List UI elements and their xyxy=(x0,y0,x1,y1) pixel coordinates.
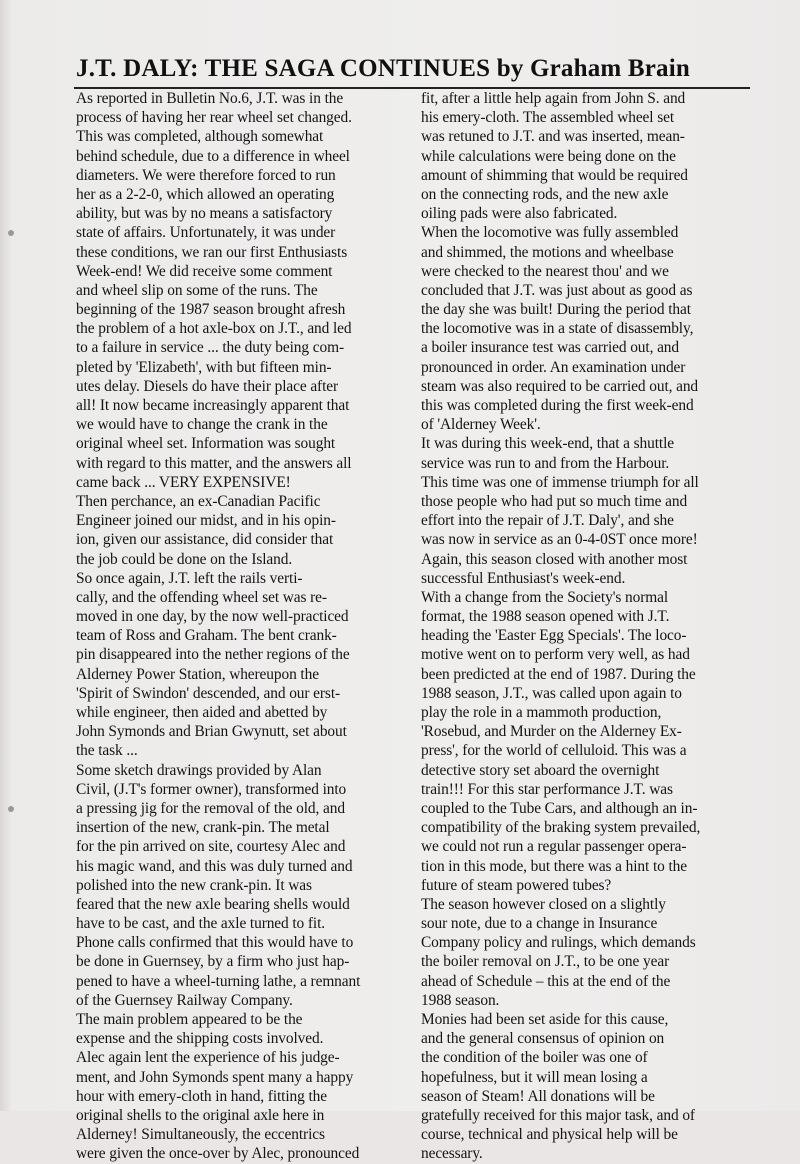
text-line: pened to have a wheel-turning lathe, a remnant xyxy=(76,972,361,990)
text-line: the boiler removal on J.T., to be one year xyxy=(421,953,670,971)
text-line: his magic wand, and this was duly turned and xyxy=(76,857,353,875)
article-title: J.T. DALY: THE SAGA CONTINUES by Graham Brain xyxy=(76,55,691,82)
text-line: Company policy and rulings, which demands xyxy=(421,934,696,952)
text-line: this was completed during the first week-end xyxy=(421,397,694,414)
text-line: original shells to the original axle here in xyxy=(76,1106,325,1124)
text-line: hour with emery-cloth in hand, fitting the xyxy=(76,1087,327,1105)
text-line: With a change from the Society's normal xyxy=(421,588,668,606)
text-line: have to be cast, and the axle turned to fit. xyxy=(76,915,326,933)
text-line: the task ... xyxy=(76,742,138,760)
text-line: were given the once-over by Alec, pronounced xyxy=(76,1145,360,1163)
text-line: was retuned to J.T. and was inserted, mean- xyxy=(421,128,685,146)
text-line: future of steam powered tubes? xyxy=(421,876,612,894)
text-line: press', for the world of celluloid. This was a xyxy=(421,742,687,760)
text-line: concluded that J.T. was just about as good as xyxy=(421,281,693,299)
text-line: these conditions, we ran our first Enthusiasts xyxy=(76,243,348,261)
punch-hole-mark xyxy=(8,806,14,812)
text-line: moved in one day, by the now well-practiced xyxy=(76,608,349,626)
text-line: while engineer, then aided and abetted by xyxy=(76,704,328,721)
text-line: The season however closed on a slightly xyxy=(421,895,666,913)
text-line: 1988 season, J.T., was called upon again to xyxy=(421,684,682,702)
text-line: feared that the new axle bearing shells would xyxy=(76,895,350,913)
text-line: a boiler insurance test was carried out, and xyxy=(421,339,679,357)
text-line: As reported in Bulletin No.6, J.T. was in the xyxy=(76,90,344,107)
text-line: hopefulness, but it will mean losing a xyxy=(421,1068,648,1086)
text-line: all! It now became increasingly apparent that xyxy=(76,397,350,414)
text-line: utes delay. Diesels do have their place after xyxy=(76,377,339,395)
text-line: Then perchance, an ex-Canadian Pacific xyxy=(76,492,321,510)
text-line: to a failure in service ... the duty being com- xyxy=(76,339,344,357)
text-line: Week-end! We did receive some comment xyxy=(76,262,333,280)
text-line: 'Rosebud, and Murder on the Alderney Ex- xyxy=(421,723,682,741)
text-line: This was completed, although somewhat xyxy=(76,128,324,146)
text-line: state of affairs. Unfortunately, it was under xyxy=(76,224,336,242)
text-line: and the general consensus of opinion on xyxy=(421,1030,665,1048)
text-line: fit, after a little help again from John S. and xyxy=(421,90,686,107)
text-line: on the connecting rods, and the new axle xyxy=(421,185,669,203)
text-line: season of Steam! All donations will be xyxy=(421,1087,655,1105)
punch-hole-mark xyxy=(8,230,14,236)
text-line: Engineer joined our midst, and in his opin- xyxy=(76,512,336,530)
text-line: while calculations were being done on the xyxy=(421,147,676,165)
text-line: motive went on to perform very well, as had xyxy=(421,646,690,664)
text-line: steam was also required to be carried out, and xyxy=(421,377,699,395)
text-line: the problem of a hot axle-box on J.T., and led xyxy=(76,320,352,338)
text-line: came back ... VERY EXPENSIVE! xyxy=(76,473,291,491)
text-line: 'Spirit of Swindon' descended, and our erst- xyxy=(76,684,341,702)
text-line: team of Ross and Graham. The bent crank- xyxy=(76,627,337,645)
text-line: Monies had been set aside for this cause, xyxy=(421,1011,669,1028)
text-line: compatibility of the braking system prevailed, xyxy=(421,819,701,837)
text-line: original wheel set. Information was sought xyxy=(76,435,336,453)
text-line: diameters. We were therefore forced to run xyxy=(76,166,336,184)
text-line: we would have to change the crank in the xyxy=(76,416,328,434)
left-column xyxy=(76,89,406,1164)
text-line: been predicted at the end of 1987. During the xyxy=(421,665,696,683)
text-line: format, the 1988 season opened with J.T. xyxy=(421,608,670,626)
text-line: the day she was built! During the period that xyxy=(421,301,691,319)
text-line: were checked to the nearest thou' and we xyxy=(421,262,669,280)
text-line: of the Guernsey Railway Company. xyxy=(76,991,293,1009)
text-line: Alderney! Simultaneously, the eccentrics xyxy=(76,1126,325,1144)
right-column xyxy=(421,89,751,1164)
text-line: Again, this season closed with another most xyxy=(421,550,688,568)
text-line: her as a 2-2-0, which allowed an operating xyxy=(76,185,335,203)
text-line: heading the 'Easter Egg Specials'. The loco- xyxy=(421,627,687,645)
text-line: When the locomotive was fully assembled xyxy=(421,224,679,242)
text-line: 1988 season. xyxy=(421,991,500,1009)
text-line: sour note, due to a change in Insurance xyxy=(421,915,658,933)
text-line: So once again, J.T. left the rails verti- xyxy=(76,569,303,587)
text-line: coupled to the Tube Cars, and although an in- xyxy=(421,799,698,817)
text-line: ahead of Schedule – this at the end of the xyxy=(421,972,671,990)
text-line: effort into the repair of J.T. Daly', and she xyxy=(421,512,674,530)
text-line: Phone calls confirmed that this would have to xyxy=(76,934,354,952)
text-line: course, technical and physical help will be xyxy=(421,1126,678,1144)
text-line: play the role in a mammoth production, xyxy=(421,704,662,721)
text-line: Some sketch drawings provided by Alan xyxy=(76,761,322,779)
text-line: gratefully received for this major task, and of xyxy=(421,1106,695,1124)
text-line: pleted by 'Elizabeth', with but fifteen min- xyxy=(76,358,332,376)
text-line: The main problem appeared to be the xyxy=(76,1011,303,1028)
text-line: behind schedule, due to a difference in wheel xyxy=(76,147,350,165)
text-line: with regard to this matter, and the answers all xyxy=(76,454,352,472)
text-line: for the pin arrived on site, courtesy Alec and xyxy=(76,838,346,856)
text-line: John Symonds and Brian Gwynutt, set about xyxy=(76,723,347,741)
text-line: polished into the new crank-pin. It was xyxy=(76,876,312,894)
text-line: It was during this week-end, that a shuttle xyxy=(421,435,675,453)
text-line: beginning of the 1987 season brought afresh xyxy=(76,301,346,319)
text-line: Civil, (J.T's former owner), transformed into xyxy=(76,780,347,798)
text-line: ment, and John Symonds spent many a happy xyxy=(76,1068,354,1086)
text-line: was now in service as an 0-4-0ST once more! xyxy=(421,531,698,549)
text-line: we could not run a regular passenger opera- xyxy=(421,838,687,856)
text-line: his emery-cloth. The assembled wheel set xyxy=(421,109,675,127)
text-line: Alec again lent the experience of his judge- xyxy=(76,1049,340,1067)
text-line: detective story set aboard the overnight xyxy=(421,761,660,779)
text-line: insertion of the new, crank-pin. The metal xyxy=(76,819,330,837)
text-line: service was run to and from the Harbour. xyxy=(421,454,670,472)
text-line: and shimmed, the motions and wheelbase xyxy=(421,243,674,261)
text-line: cally, and the offending wheel set was re- xyxy=(76,588,327,606)
text-line: ability, but was by no means a satisfactory xyxy=(76,205,333,223)
text-line: ion, given our assistance, did consider that xyxy=(76,531,334,549)
text-line: process of having her rear wheel set changed. xyxy=(76,109,352,127)
text-line: a pressing jig for the removal of the old, and xyxy=(76,799,345,817)
text-line: pin disappeared into the nether regions of the xyxy=(76,646,350,664)
text-line: and wheel slip on some of the runs. The xyxy=(76,281,318,299)
text-line: be done in Guernsey, by a firm who just hap- xyxy=(76,953,350,971)
text-line: expense and the shipping costs involved. xyxy=(76,1030,324,1048)
text-line: the condition of the boiler was one of xyxy=(421,1049,648,1067)
text-line: of 'Alderney Week'. xyxy=(421,416,541,434)
text-line: oiling pads were also fabricated. xyxy=(421,205,618,223)
text-line: pronounced in order. An examination under xyxy=(421,358,686,376)
text-line: necessary. xyxy=(421,1145,483,1163)
text-line: the locomotive was in a state of disassembly, xyxy=(421,320,694,338)
text-line: those people who had put so much time and xyxy=(421,492,688,510)
text-line: amount of shimming that would be required xyxy=(421,166,688,184)
text-line: tion in this mode, but there was a hint to the xyxy=(421,857,687,875)
text-line: train!!! For this star performance J.T. was xyxy=(421,780,673,798)
text-line: Alderney Power Station, whereupon the xyxy=(76,665,319,683)
text-line: successful Enthusiast's week-end. xyxy=(421,569,626,587)
text-line: the job could be done on the Island. xyxy=(76,550,293,568)
text-line: This time was one of immense triumph for all xyxy=(421,473,699,491)
